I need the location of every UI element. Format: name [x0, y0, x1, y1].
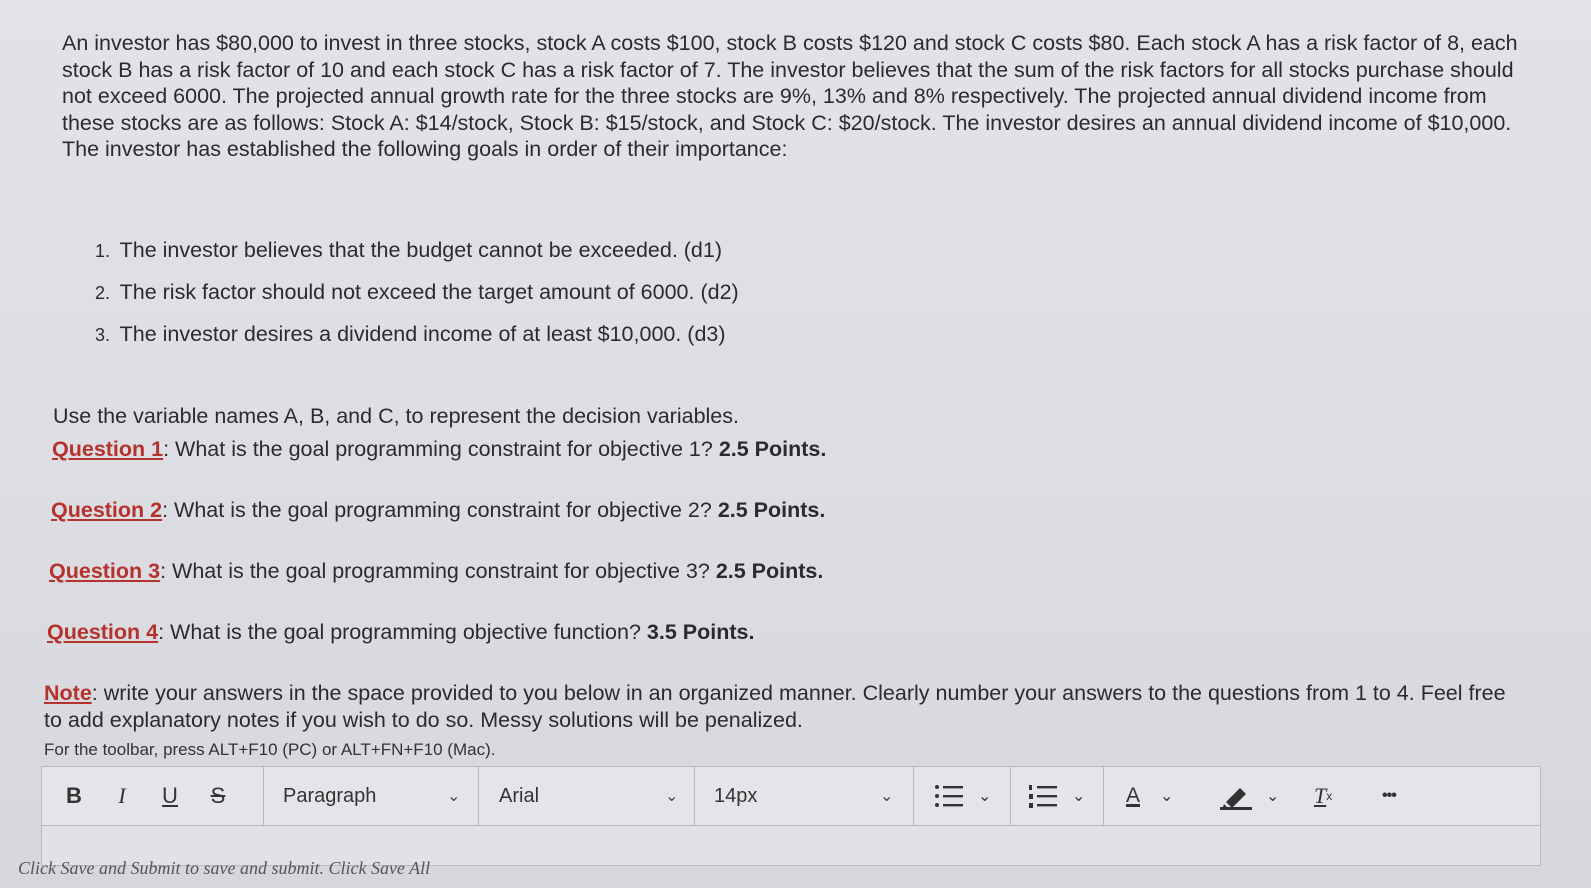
- question-3: [49, 559, 823, 584]
- more-icon: •••: [1382, 787, 1396, 804]
- question-2-points: 2.5 Points.: [717, 498, 826, 522]
- bullet-list-button[interactable]: [934, 767, 1006, 825]
- goal-number: 3.: [95, 325, 111, 345]
- chevron-down-icon: ⌄: [665, 788, 679, 805]
- variables-instruction: Use the variable names A, B, and C, to represent the decision variables.: [53, 404, 739, 428]
- more-button[interactable]: [1382, 767, 1422, 825]
- block-format-select[interactable]: [283, 767, 473, 825]
- question-1: [52, 437, 826, 462]
- goal-item: [95, 319, 739, 361]
- strikethrough-button[interactable]: S: [210, 783, 226, 808]
- clear-x-mark: x: [1326, 789, 1333, 803]
- format-buttons: [50, 767, 242, 825]
- clear-formatting-icon: T: [1314, 783, 1327, 808]
- goal-text: The investor desires a dividend income of at least $10,000. (d3): [119, 322, 726, 346]
- question-1-points: 2.5 Points.: [718, 437, 827, 461]
- text-color-button[interactable]: [1126, 767, 1200, 825]
- question-4-text: : What is the goal programming objective function?: [158, 620, 641, 644]
- question-4: [47, 620, 754, 645]
- bullet-list-icon: [934, 783, 964, 809]
- save-submit-instruction: Click Save and Submit to save and submit. Click Save All: [18, 858, 431, 878]
- question-3-text: : What is the goal programming constraint for objective 3?: [160, 559, 710, 583]
- question-3-points: 2.5 Points.: [715, 559, 824, 583]
- chevron-down-icon: ⌄: [1072, 788, 1086, 805]
- numbered-list-button[interactable]: [1028, 767, 1100, 825]
- italic-button[interactable]: I: [118, 783, 126, 808]
- note-paragraph: [44, 680, 1524, 734]
- chevron-down-icon: ⌄: [880, 788, 894, 805]
- question-4-points: 3.5 Points.: [646, 620, 755, 644]
- toolbar-hint: For the toolbar, press ALT+F10 (PC) or ALT+FN+F10 (Mac).: [44, 740, 496, 759]
- goal-number: 1.: [95, 241, 111, 261]
- goal-text: The investor believes that the budget cannot be exceeded. (d1): [119, 238, 723, 262]
- question-2-link[interactable]: Question 2: [51, 498, 163, 522]
- font-family-select[interactable]: [499, 767, 689, 825]
- editor-toolbar: [41, 766, 1541, 826]
- question-1-text: : What is the goal programming constraint for objective 1?: [163, 437, 713, 461]
- question-3-link[interactable]: Question 3: [49, 559, 161, 583]
- highlight-pen-icon: [1220, 782, 1254, 810]
- block-format-value: Paragraph: [283, 784, 377, 807]
- problem-statement: An investor has $80,000 to invest in three stocks, stock A costs $100, stock B costs $120 and stock C costs $80. Each stock A has a risk factor of 8, each stock B has a risk factor of 10 and each stock C has a risk factor of 7. The investor believes that the sum of the risk factors for all stocks purchase should not exceed 6000. The projected annual growth rate for the three stocks are 9%, 13% and 8% respectively. The projected annual dividend income from these stocks are as follows: Stock A: $14/stock, Stock B: $15/stock, and Stock C: $20/stock. The investor desires an annual dividend income of $10,000. The investor has established the following goals in order of their importance:: [62, 31, 1518, 161]
- goal-number: 2.: [95, 283, 111, 303]
- goal-item: [95, 235, 739, 277]
- chevron-down-icon: ⌄: [978, 788, 992, 805]
- numbered-list-icon: [1028, 783, 1058, 809]
- chevron-down-icon: ⌄: [1160, 788, 1174, 805]
- underline-button[interactable]: U: [162, 783, 178, 808]
- font-size-select[interactable]: [714, 767, 904, 825]
- question-header-cut: [52, 0, 60, 14]
- question-4-link[interactable]: Question 4: [47, 620, 159, 644]
- toolbar-divider: [263, 767, 264, 825]
- goal-text: The risk factor should not exceed the target amount of 6000. (d2): [119, 280, 739, 304]
- note-link[interactable]: Note: [44, 681, 92, 705]
- note-text: : write your answers in the space provided to you below in an organized manner. Clearly number your answers to the questions from 1 to 4. Feel free to add explanatory notes if you wish to do so. Messy solutions will be penalized.: [44, 681, 1506, 732]
- clear-formatting-button[interactable]: [1314, 767, 1354, 825]
- toolbar-divider: [913, 767, 914, 825]
- goal-item: [95, 277, 739, 319]
- goals-list: [95, 235, 739, 361]
- question-2: [51, 498, 825, 523]
- text-color-icon: A: [1126, 784, 1141, 807]
- highlight-color-button[interactable]: [1220, 767, 1294, 825]
- font-family-value: Arial: [499, 784, 540, 807]
- toolbar-divider: [1010, 767, 1011, 825]
- bold-button[interactable]: B: [66, 783, 82, 808]
- toolbar-divider: [1103, 767, 1104, 825]
- question-2-text: : What is the goal programming constraint for objective 2?: [162, 498, 712, 522]
- toolbar-divider: [478, 767, 479, 825]
- font-size-value: 14px: [714, 784, 758, 807]
- toolbar-divider: [694, 767, 695, 825]
- question-1-link[interactable]: Question 1: [52, 437, 164, 461]
- chevron-down-icon: ⌄: [1266, 788, 1280, 805]
- chevron-down-icon: ⌄: [447, 788, 461, 805]
